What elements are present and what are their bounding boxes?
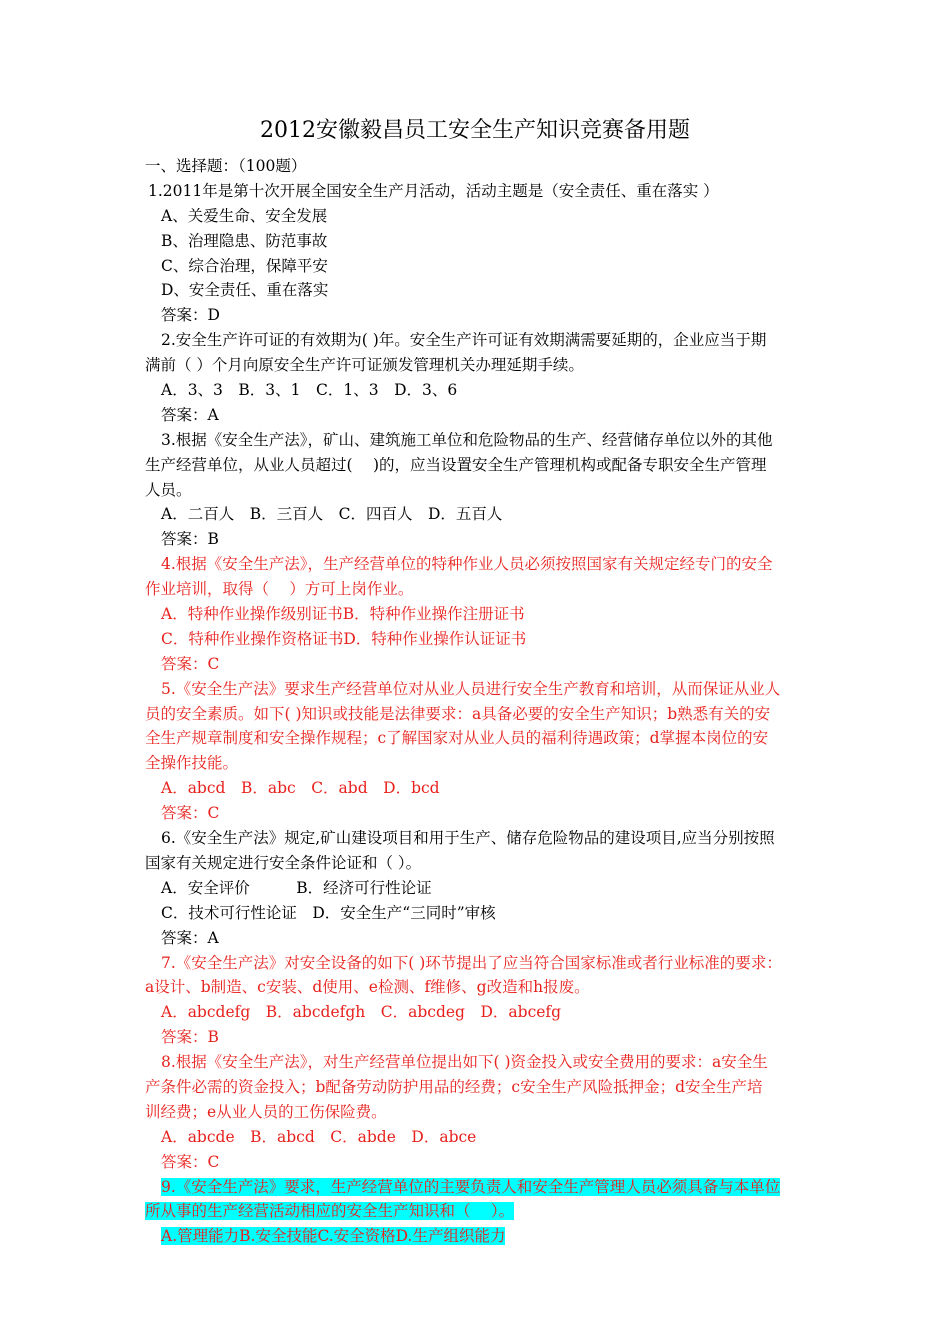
document-title: 2012安徽毅昌员工安全生产知识竞赛备用题 [260, 118, 690, 143]
question-stem: 产条件必需的资金投入；b配备劳动防护用品的经费；c安全生产风险抵押金；d安全生产培 [145, 1077, 763, 1096]
question-stem: 生产经营单位，从业人员超过( )的，应当设置安全生产管理机构或配备专职安全生产管理 [145, 455, 767, 474]
answer: 答案：A [161, 405, 219, 424]
question-stem: 7.《安全生产法》对安全设备的如下( )环节提出了应当符合国家标准或者行业标准的要求： [161, 953, 782, 972]
option: A、关爱生命、安全发展 [161, 206, 328, 225]
option: A．3、3 B．3、1 C．1、3 D．3、6 [161, 381, 458, 400]
answer: 答案：C [161, 1152, 220, 1171]
option: C、综合治理，保障平安 [161, 256, 328, 275]
question-6 [145, 826, 810, 950]
option: B、治理隐患、防范事故 [161, 231, 328, 250]
question-stem: 训经费；e从业人员的工伤保险费。 [145, 1102, 387, 1121]
answer: 答案：D [161, 306, 220, 325]
question-stem: 作业培训，取得（ ）方可上岗作业。 [145, 580, 414, 599]
question-9 [145, 1175, 810, 1250]
option: A.管理能力B.安全技能C.安全资格D.生产组织能力 [161, 1227, 506, 1246]
question-3 [145, 428, 810, 552]
question-stem: 6.《安全生产法》规定,矿山建设项目和用于生产、储存危险物品的建设项目,应当分别按照 [161, 829, 775, 848]
answer: 答案：B [161, 530, 219, 549]
option: C．技术可行性论证 D．安全生产“三同时”审核 [161, 903, 496, 922]
option: A．安全评价 B．经济可行性论证 [161, 878, 432, 897]
answer: 答案：C [161, 804, 220, 823]
question-stem: 全操作技能。 [145, 754, 239, 773]
question-stem: 9.《安全生产法》要求，生产经营单位的主要负责人和安全生产管理人员必须具备与本单位 [161, 1177, 781, 1196]
option: C．特种作业操作资格证书D．特种作业操作认证证书 [161, 629, 527, 648]
section-heading: 一、选择题：（100题） [145, 157, 307, 175]
question-stem: 员的安全素质。如下( )知识或技能是法律要求：a具备必要的安全生产知识；b熟悉有关的安 [145, 704, 771, 723]
question-stem: 1.2011年是第十次开展全国安全生产月活动，活动主题是（安全责任、重在落实 ） [148, 181, 719, 200]
question-4 [145, 552, 810, 676]
answer: 答案：B [161, 1028, 219, 1047]
question-stem: 4.根据《安全生产法》，生产经营单位的特种作业人员必须按照国家有关规定经专门的安全 [161, 555, 773, 574]
question-1 [145, 179, 810, 328]
question-stem: 人员。 [145, 480, 192, 499]
question-stem: 3.根据《安全生产法》，矿山、建筑施工单位和危险物品的生产、经营储存单位以外的其他 [161, 430, 773, 449]
question-stem: 所从事的生产经营活动相应的安全生产知识和（ ）。 [145, 1202, 515, 1221]
option: D、安全责任、重在落实 [161, 281, 329, 300]
question-7 [145, 951, 810, 1051]
question-2 [145, 328, 810, 428]
option: A．abcde B．abcd C．abde D．abce [161, 1127, 477, 1146]
question-stem: 国家有关规定进行安全条件论证和（ ）。 [145, 853, 422, 872]
option: A．特种作业操作级别证书B．特种作业操作注册证书 [161, 605, 525, 624]
question-stem: 8.根据《安全生产法》，对生产经营单位提出如下( )资金投入或安全费用的要求：a安全生 [161, 1053, 768, 1072]
question-stem: a设计、b制造、c安装、d使用、e检测、f维修、g改造和h报废。 [145, 978, 590, 997]
answer: 答案：A [161, 928, 219, 947]
question-stem: 满前（ ）个月向原安全生产许可证颁发管理机关办理延期手续。 [145, 356, 584, 375]
question-5 [145, 677, 810, 826]
option: A．abcdefg B．abcdefgh C．abcdeg D．abcefg [161, 1003, 562, 1022]
option: A．二百人 B．三百人 C．四百人 D．五百人 [161, 505, 503, 524]
option: A．abcd B．abc C．abd D．bcd [161, 779, 440, 798]
question-stem: 5.《安全生产法》要求生产经营单位对从业人员进行安全生产教育和培训，从而保证从业人 [161, 679, 781, 698]
answer: 答案：C [161, 654, 220, 673]
question-8 [145, 1050, 810, 1174]
question-stem: 2.安全生产许可证的有效期为( )年。安全生产许可证有效期满需要延期的，企业应当于期 [161, 331, 767, 350]
question-stem: 全生产规章制度和安全操作规程；c了解国家对从业人员的福利待遇政策；d掌握本岗位的安 [145, 729, 769, 748]
document-body [145, 154, 810, 1249]
